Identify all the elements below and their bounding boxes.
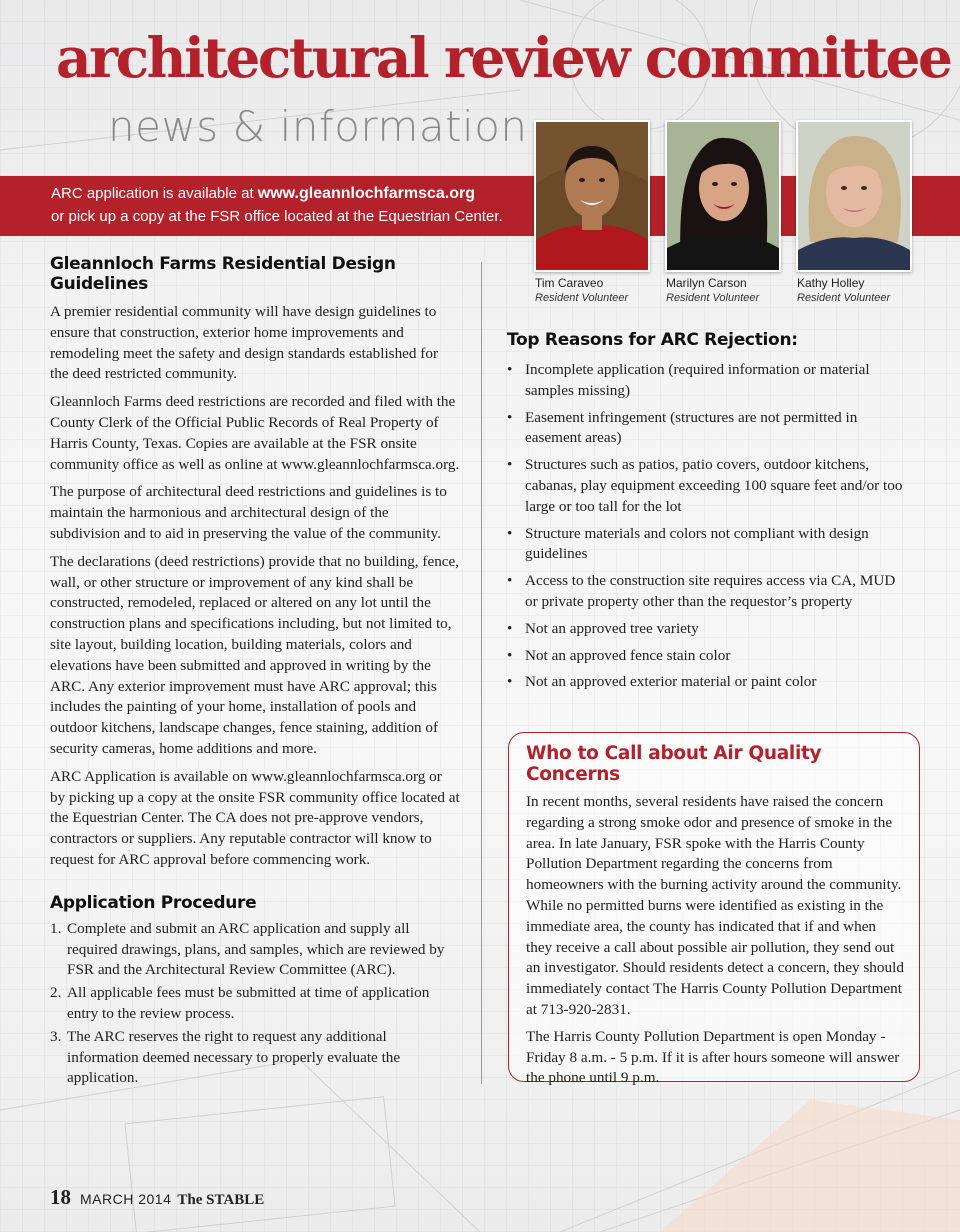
- procedure-list: [50, 919, 460, 1089]
- rejection-item: [507, 646, 907, 667]
- page-number: 18: [50, 1185, 71, 1209]
- volunteer-photo-tim-caraveo: [534, 120, 650, 272]
- rejection-text: Incomplete application (required information or material samples missing): [525, 361, 870, 399]
- rejection-item: [507, 455, 907, 517]
- rejection-item: [507, 408, 907, 450]
- rejection-list: [507, 360, 907, 693]
- volunteer-name: Tim Caraveo: [535, 276, 604, 290]
- rejection-item: [507, 360, 907, 402]
- bullet: •: [507, 572, 513, 590]
- rejection-item: [507, 524, 907, 566]
- air-quality-paragraph: The Harris County Pollution Department is open Monday - Friday 8 a.m. - 5 p.m. If it is after hours someone will answer the phone until 9 p.m.: [526, 1027, 900, 1087]
- rejection-text: Not an approved fence stain color: [525, 646, 731, 664]
- right-column: [507, 330, 907, 699]
- page-subtitle: news & information: [108, 102, 528, 151]
- procedure-heading: Application Procedure: [50, 892, 257, 913]
- rejection-text: Not an approved tree variety: [525, 619, 699, 637]
- volunteer-caption: [797, 276, 890, 305]
- bullet: •: [507, 619, 513, 637]
- step-text: All applicable fees must be submitted at time of application entry to the review process.: [67, 984, 430, 1022]
- air-quality-heading: Who to Call about Air Quality Concerns: [526, 743, 822, 785]
- step-text: The ARC reserves the right to request any additional information deemed necessary to properly evaluate the application.: [67, 1027, 401, 1087]
- volunteer-photo-kathy-holley: [796, 120, 912, 272]
- guidelines-paragraph: A premier residential community will have design guidelines to ensure that construction, exterior home improvements and remodeling meet the safety and design standards established for the deed restricted community.: [50, 303, 439, 383]
- procedure-step: [50, 983, 460, 1025]
- step-text: Complete and submit an ARC application and supply all required drawings, plans, and samples, which are reviewed by FSR and the Architectural Review Committee (ARC).: [67, 919, 445, 979]
- rejection-heading: Top Reasons for ARC Rejection:: [507, 330, 798, 350]
- procedure-step: [50, 1027, 460, 1089]
- column-divider: [481, 262, 482, 1084]
- rejection-item: [507, 672, 907, 693]
- guidelines-paragraph: Gleannloch Farms deed restrictions are recorded and filed with the County Clerk of the Official Public Records of Real Property of Harris County, Texas. Copies are available at the FSR onsite community office as well as online at www.gleannlochfarmsca.org.: [50, 393, 460, 473]
- left-column: [50, 254, 460, 1091]
- page-footer: [50, 1185, 264, 1210]
- rejection-text: Access to the construction site requires access via CA, MUD or private property other than the requestor’s property: [525, 572, 896, 610]
- step-number: 3.: [50, 1027, 62, 1045]
- step-number: 1.: [50, 919, 62, 937]
- procedure-step: [50, 919, 460, 981]
- bullet: •: [507, 456, 513, 474]
- rejection-item: [507, 619, 907, 640]
- banner-line-2: or pick up a copy at the FSR office located at the Equestrian Center.: [51, 208, 503, 225]
- banner-line-1: [51, 185, 475, 203]
- guidelines-paragraph: The purpose of architectural deed restrictions and guidelines is to maintain the harmonious and architectural design of the subdivision and to aid in preserving the value of the community.: [50, 483, 447, 542]
- page-title: architectural review committee: [56, 25, 951, 90]
- guidelines-heading: Gleannloch Farms Residential Design Guidelines: [50, 254, 396, 294]
- bullet: •: [507, 646, 513, 664]
- air-quality-paragraph: In recent months, several residents have raised the concern regarding a strong smoke odor and presence of smoke in the area. In late January, FSR spoke with the Harris County Pollution Department regarding the concerns from homeowners with the burning activity around the community. While no permitted burns were identified as existing in the immediate area, the county has indicated that if and when they receive a call about possible air pollution, they send out an investigator. Should residents detect a concern, they should immediately contact The Harris County Pollution Department at 713-920-2831.: [526, 793, 904, 1018]
- volunteer-caption: [535, 276, 628, 305]
- magazine-name: The STABLE: [177, 1192, 265, 1208]
- bullet: •: [507, 408, 513, 426]
- rejection-text: Not an approved exterior material or paint color: [525, 673, 817, 691]
- bullet: •: [507, 673, 513, 691]
- guidelines-paragraph: The declarations (deed restrictions) provide that no building, fence, wall, or other structure or improvement of any kind shall be constructed, remodeled, replaced or altered on any lot until the construction plans and specifications including, but not limited to, site layout, building location, building materials, colors and elevations have been submitted and approved in writing by the ARC. Any exterior improvement must have ARC approval; this includes the painting of your home, installation of pools and outdoor kitchens, landscape changes, fence staining, addition of security cameras, home additions and more.: [50, 552, 460, 757]
- volunteer-role: Resident Volunteer: [535, 292, 629, 304]
- banner-line-1-text: ARC application is available at: [51, 185, 258, 202]
- rejection-text: Structures such as patios, patio covers, outdoor kitchens, cabanas, play equipment exceeding 100 square feet and/or too large or too tall for the lot: [525, 456, 903, 515]
- volunteer-name: Marilyn Carson: [666, 276, 747, 290]
- volunteer-role: Resident Volunteer: [666, 292, 760, 304]
- rejection-text: Structure materials and colors not compliant with design guidelines: [525, 524, 869, 563]
- volunteer-photo-marilyn-carson: [665, 120, 781, 272]
- air-quality-callout: [508, 732, 920, 1087]
- volunteer-name: Kathy Holley: [797, 276, 865, 290]
- rejection-text: Easement infringement (structures are not permitted in easement areas): [525, 408, 858, 447]
- volunteer-caption: [666, 276, 759, 305]
- banner-website-link[interactable]: www.gleannlochfarmsca.org: [257, 185, 476, 202]
- bullet: •: [507, 361, 513, 378]
- volunteer-role: Resident Volunteer: [797, 292, 891, 304]
- rejection-item: [507, 571, 907, 613]
- bullet: •: [507, 524, 513, 542]
- guidelines-paragraph: ARC Application is available on www.gleannlochfarmsca.org or by picking up a copy at the onsite FSR community office located at the Equestrian Center. The CA does not pre-approve vendors, contractors or suppliers. Any reputable contractor will know to request for ARC approval before commencing work.: [50, 767, 460, 868]
- step-number: 2.: [50, 984, 62, 1002]
- issue-month: MARCH 2014: [80, 1191, 172, 1207]
